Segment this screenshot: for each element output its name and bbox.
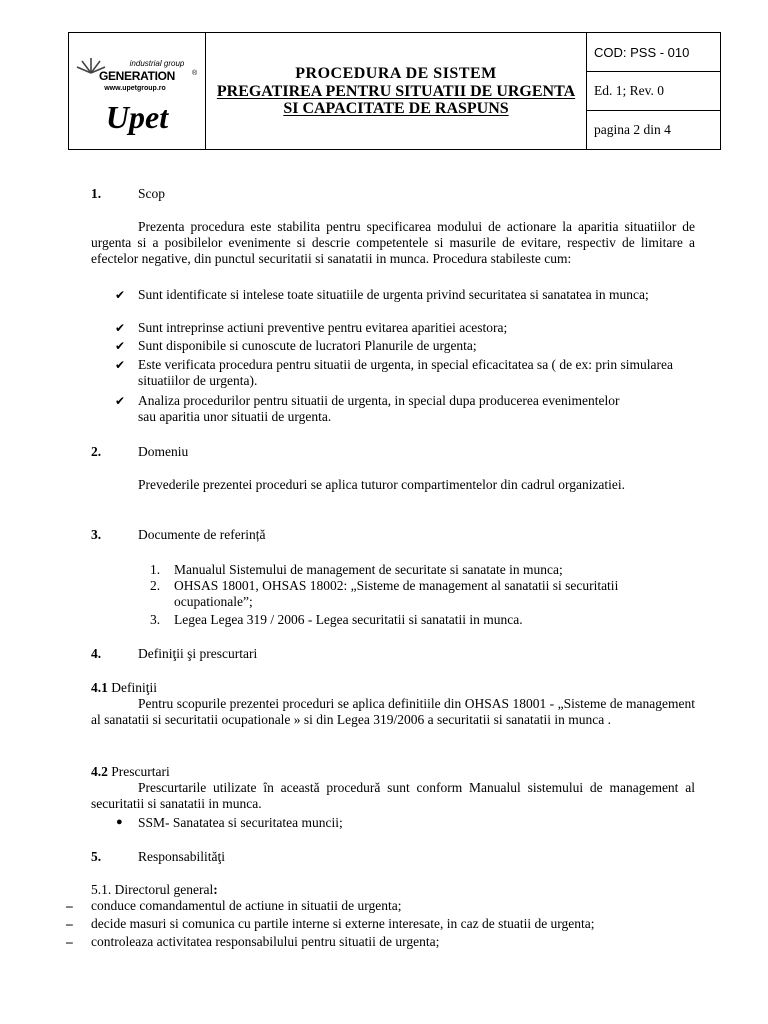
subsection-4-1-text: Pentru scopurile prezentei proceduri se aplica definitiile din OHSAS 18001 - „Sisteme de management al sanatatii si securitatii ocupationale » si din Legea 319/2006 a securitatii si sanatatii in munca .: [91, 696, 695, 727]
section-2-text: Prevederile prezentei proceduri se aplica tuturor compartimentelor din cadrul organizatiei.: [138, 477, 626, 492]
document-info: [587, 33, 720, 149]
s1-item-4: Este verificata procedura pentru situatii de urgenta, in special eficacitatea sa ( de ex: prin simularea situatiilor de urgenta).: [138, 357, 674, 388]
document-header: [68, 32, 721, 150]
document-code: COD: PSS - 010: [587, 33, 720, 72]
dash-icon: –: [66, 934, 73, 949]
s3-item-2: OHSAS 18001, OHSAS 18002: „Sisteme de management al sanatatii si securitatii ocupationale”;: [174, 578, 619, 609]
subsection-5-1-title: 5.1. Directorul general: [91, 882, 214, 897]
title-line-1: PROCEDURA DE SISTEM: [295, 65, 497, 82]
checkmark-icon: ✔: [115, 339, 126, 353]
section-3-title: Documente de referință: [138, 527, 266, 542]
section-5-number: 5.: [91, 849, 102, 864]
checkmark-icon: ✔: [115, 358, 126, 372]
section-1-intro: Prezenta procedura este stabilita pentru specificarea modului de actionare la aparitia situatiilor de urgenta si a posibilelor evenimente si descrie competentele si masurile de evitare, respectiv de limitare a efectelor negative, din punctul securitatii si sanatatii in munca. Procedura stabileste cum:: [91, 219, 695, 266]
s3-item-3-number: 3.: [150, 612, 161, 627]
subsection-5-1-heading: [91, 882, 218, 898]
document-page: pagina 2 din 4: [594, 122, 671, 137]
title-line-3: SI CAPACITATE DE RASPUNS: [283, 100, 509, 117]
s5-1-item-2: decide masuri si comunica cu partile interne si externe interesate, in caz de stuatii de urgenta;: [91, 916, 595, 931]
document-title: [206, 33, 587, 149]
section-5-title: Responsabilităţi: [138, 849, 225, 864]
subsection-4-2-heading: [91, 764, 170, 780]
s3-item-3: Legea Legea 319 / 2006 - Legea securitatii si sanatatii in munca.: [174, 612, 523, 627]
s1-item-2: Sunt intreprinse actiuni preventive pentru evitarea aparitiei acestora;: [138, 320, 508, 335]
subsection-4-1-heading: [91, 680, 157, 696]
subsection-4-2-number: 4.2: [91, 764, 108, 779]
section-1-number: 1.: [91, 186, 102, 201]
s1-item-5: Analiza procedurilor pentru situatii de urgenta, in special dupa producerea evenimentelor sau aparitia unor situatii de urgenta.: [138, 393, 620, 424]
logo-cell: [69, 33, 206, 149]
subsection-4-1-title: Definiţii: [107, 680, 157, 695]
logo-brand: GENERATION: [98, 69, 176, 83]
s3-item-2-number: 2.: [150, 578, 161, 593]
bullet-icon: ●: [116, 816, 123, 828]
section-2-number: 2.: [91, 444, 102, 459]
section-3-number: 3.: [91, 527, 102, 542]
logo-reg: ®: [192, 70, 198, 77]
subsection-4-2-text: Prescurtarile utilizate în această procedură sunt conform Manualul sistemului de management al securitatii si sanatatii in munca.: [91, 780, 695, 811]
company-logo: [69, 33, 203, 148]
document-edition: Ed. 1; Rev. 0: [587, 72, 720, 111]
checkmark-icon: ✔: [115, 394, 126, 408]
dash-icon: –: [66, 916, 73, 931]
logo-url: www.upetgroup.ro: [104, 85, 166, 92]
section-4-number: 4.: [91, 646, 102, 661]
s3-item-1: Manualul Sistemului de management de securitate si sanatate in munca;: [174, 562, 563, 577]
s1-item-1: Sunt identificate si intelese toate situatiile de urgenta privind securitatea si sanatatea in munca;: [138, 287, 649, 302]
dash-icon: –: [66, 898, 73, 913]
logo-tagline: industrial group: [129, 59, 185, 68]
checkmark-icon: ✔: [115, 321, 126, 335]
section-4-title: Definiţii şi prescurtari: [138, 646, 258, 661]
subsection-4-1-number: 4.1: [91, 680, 108, 695]
section-2-title: Domeniu: [138, 444, 189, 459]
subsection-4-2-title: Prescurtari: [107, 764, 170, 779]
section-1-title: Scop: [138, 186, 165, 201]
checkmark-icon: ✔: [115, 288, 126, 302]
s1-item-3: Sunt disponibile si cunoscute de lucratori Planurile de urgenta;: [138, 338, 477, 353]
s5-1-item-1: conduce comandamentul de actiune in situatii de urgenta;: [91, 898, 402, 913]
subsection-5-1-colon: :: [213, 882, 218, 897]
title-line-2: PREGATIREA PENTRU SITUATII DE URGENTA: [216, 83, 576, 100]
s5-1-item-3: controleaza activitatea responsabilului pentru situatii de urgenta;: [91, 934, 440, 949]
s3-item-1-number: 1.: [150, 562, 161, 577]
s4-2-bullet: SSM- Sanatatea si securitatea muncii;: [138, 815, 343, 830]
logo-wordmark: Upet: [105, 99, 169, 135]
